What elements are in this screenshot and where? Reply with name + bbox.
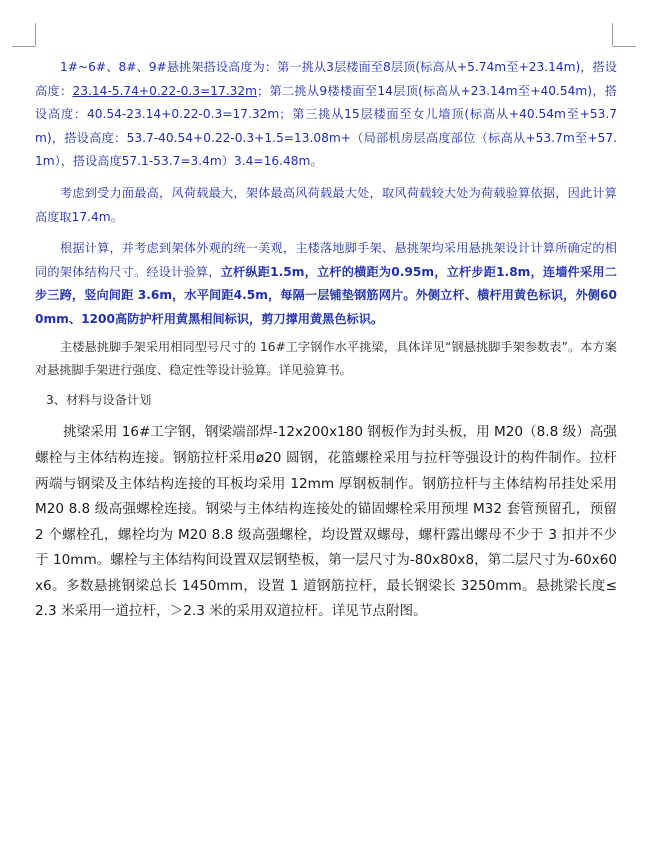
cantilever-beam-text: 主楼悬挑脚手架采用相同型号尺寸的 16#工字钢作水平挑梁，具体详见“钢悬挑脚手架参数表”。本方案对悬挑脚手架进行强度、稳定性等设计验算。详见验算书。 — [35, 339, 617, 378]
paragraph-erection-height — [35, 56, 617, 174]
document-page — [35, 56, 617, 625]
structure-dimensions-bold-text: 立杆纵距1.5m，立杆的横距为0.95m，立杆步距1.8m，连墙件采用二步三跨，竖向间距 3.6m，水平间距4.5m，每隔一层铺垫钢筋网片。外侧立杆、横杆用黄色标识，外侧600mm、1200高防护杆用黄黑相间标识，剪刀撑用黄黑色标识。 — [35, 264, 617, 326]
section-heading-materials: 3、材料与设备计划 — [46, 392, 152, 407]
erection-height-underlined-formula: 23.14-5.74+0.22-0.3=17.32m — [72, 83, 257, 98]
erection-height-text-1: 1#~6#、8#、9#悬挑架搭设高度为：第一挑从3层楼面至8层顶(标高从+5.74m至+23.14m)，搭设高度： — [35, 60, 617, 98]
paragraph-cantilever-beam — [35, 336, 617, 383]
paragraph-structure-dimensions — [35, 237, 617, 331]
calculation-height-text: 考虑到受力面最高，风荷载最大，架体最高风荷载最大处，取风荷载较大处为荷载验算依据，因此计算高度取17.4m。 — [35, 185, 617, 224]
paragraph-calculation-height — [35, 182, 617, 229]
structure-dimensions-text: 根据计算，并考虑到架体外观的统一美观，主楼落地脚手架、悬挑架均采用悬挑架设计计算所确定的相同的架体结构尺寸。经设计验算， — [35, 241, 617, 279]
materials-plan-text: 挑梁采用 16#工字钢，钢梁端部焊-12x200x180 钢板作为封头板，用 M20（8.8 级）高强螺栓与主体结构连接。钢筋拉杆采用ø20 圆钢，花篮螺栓采用与拉杆等强设计的构件制作。拉杆两端与钢梁及主体结构连接的耳板均采用 12mm 厚钢板制作。钢筋拉杆与主体结构吊挂处采用 M20 8.8 级高强螺栓连接。钢梁与主体结构连接处的锚固螺栓采用预埋 M32 套管预留孔，预留 2 个螺栓孔，螺栓均为 M20 8.8 级高强螺栓，均设置双螺母，螺杆露出螺母不少于 3 扣并不少于 10mm。螺栓与主体结构间设置双层钢垫板，第一层尺寸为-80x80x8，第二层尺寸为-60x60x6。多数悬挑钢梁总长 1450mm，设置 1 道钢筋拉杆，最长钢梁长 3250mm。悬挑梁长度≤2.3 米采用一道拉杆，＞2.3 米的采用双道拉杆。详见节点附图。 — [35, 424, 617, 620]
paragraph-materials-plan — [35, 420, 617, 625]
erection-height-text-2: ；第二挑从9楼楼面至14层顶(标高从+23.14m至+40.54m)，搭设高度：40.54-23.14+0.22-0.3=17.32m；第三挑从15层楼面至女儿墙顶(标高从+40.54m至+53.7m)，搭设高度：53.7-40.54+0.22-0.3+1.5=13.08m+（局部机房层高度部位（标高从+53.7m至+57.1m），搭设高度57.1-53.7=3.4m）3.4=16.48m。 — [35, 83, 617, 169]
